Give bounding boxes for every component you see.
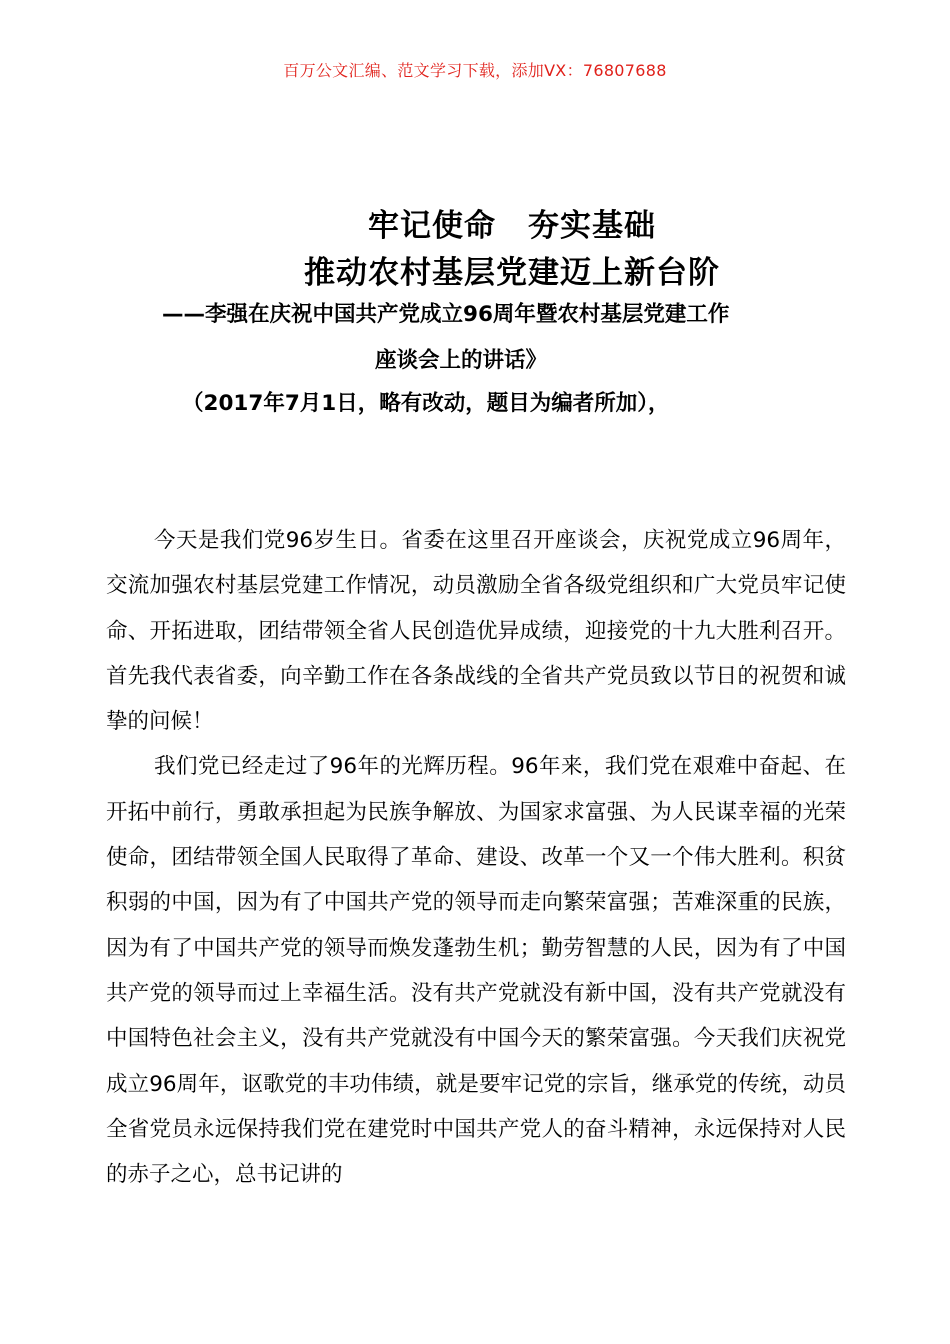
speech-body xyxy=(106,518,846,1197)
date-note: （2017年7月1日，略有改动，题目为编者所加）， xyxy=(182,391,670,416)
paragraph-2: 我们党已经走过了96年的光辉历程。96年来，我们党在艰难中奋起、在开拓中前行，勇敢承担起为民族争解放、为国家求富强、为人民谋幸福的光荣使命，团结带领全国人民取得了革命、建设、改革一个又一个伟大胜利。积贫积弱的中国，因为有了中国共产党的领导而走向繁荣富强；苦难深重的民族，因为有了中国共产党的领导而焕发蓬勃生机；勤劳智慧的人民，因为有了中国共产党的领导而过上幸福生活。没有共产党就没有新中国，没有共产党就没有中国特色社会主义，没有共产党就没有中国今天的繁荣富强。今天我们庆祝党成立96周年，讴歌党的丰功伟绩，就是要牢记党的宗旨，继承党的传统，动员全省党员永远保持我们党在建党时中国共产党人的奋斗精神，永远保持对人民的赤子之心，总书记讲的 xyxy=(106,754,846,1188)
header-watermark-note: 百万公文汇编、范文学习下载，添加VX：76807688 xyxy=(283,61,667,80)
title-line-1: 牢记使命 夯实基础 xyxy=(368,208,656,244)
paragraph-1: 今天是我们党96岁生日。省委在这里召开座谈会，庆祝党成立96周年，交流加强农村基层党建工作情况，动员激励全省各级党组织和广大党员牢记使命、开拓进取，团结带领全省人民创造优异成绩，迎接党的十九大胜利召开。首先我代表省委，向辛勤工作在各条战线的全省共产党员致以节日的祝贺和诚挚的问候！ xyxy=(106,528,846,735)
subtitle-line-1: ——李强在庆祝中国共产党成立96周年暨农村基层党建工作 xyxy=(162,302,730,327)
title-line-2: 推动农村基层党建迈上新台阶 xyxy=(304,255,720,291)
subtitle-line-2: 座谈会上的讲话》 xyxy=(375,348,548,373)
